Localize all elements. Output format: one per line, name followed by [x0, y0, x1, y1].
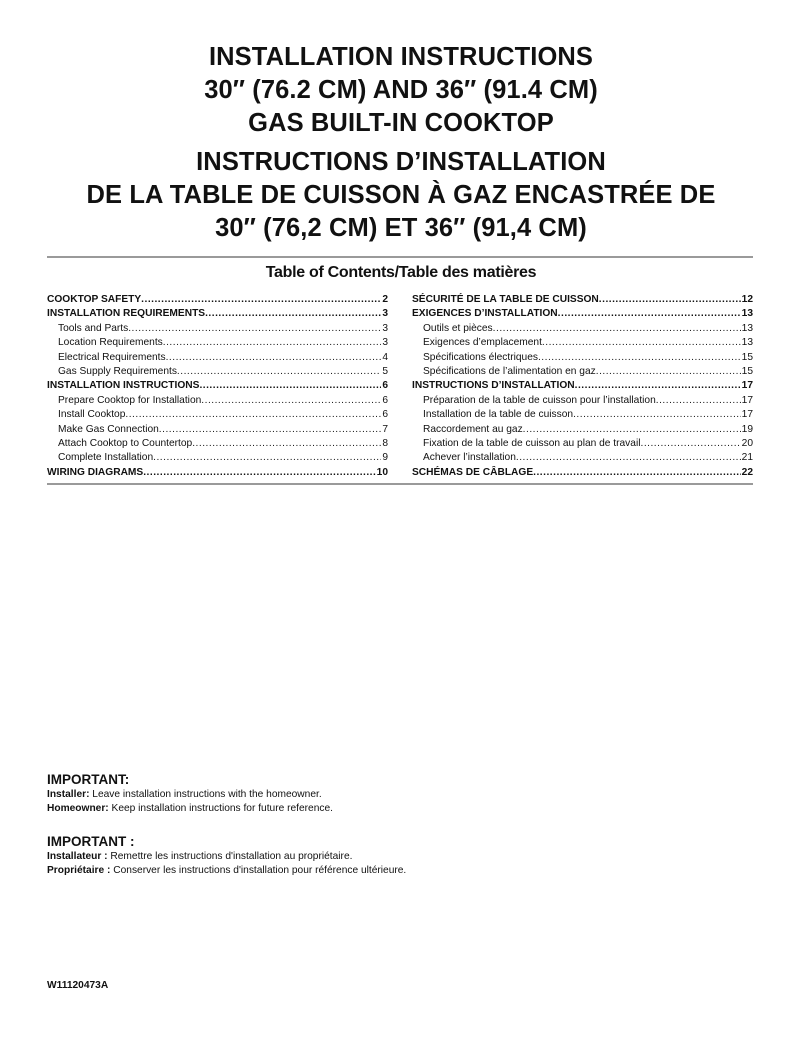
toc-entry — [47, 322, 388, 336]
toc-entry — [412, 394, 753, 408]
important-heading: IMPORTANT : — [47, 834, 135, 849]
toc-leader-dots — [640, 437, 740, 451]
toc-entry-page: 3 — [382, 322, 388, 334]
toc-entry-page: 17 — [741, 380, 753, 392]
toc-entry — [412, 307, 753, 321]
toc-entry-page: 5 — [382, 365, 388, 377]
homeowner-text: Keep installation instructions for future reference. — [108, 803, 333, 814]
toc-entry-page: 6 — [382, 380, 388, 392]
toc-heading: Table of Contents/Table des matières — [265, 264, 537, 281]
toc-entry-title: Install Cooktop — [58, 409, 126, 421]
installer-text: Remettre les instructions d'installation au propriétaire. — [107, 851, 353, 862]
toc-entry-title: EXIGENCES D’INSTALLATION — [412, 308, 558, 320]
toc-entry-page: 17 — [741, 394, 753, 406]
divider-top — [47, 256, 753, 258]
toc-leader-dots — [656, 394, 741, 408]
divider-bottom — [47, 483, 753, 485]
toc-entry — [412, 451, 753, 465]
toc-leader-dots — [516, 451, 741, 465]
toc-entry-title: Spécifications de l’alimentation en gaz — [423, 365, 596, 377]
title-fr-line-2: DE LA TABLE DE CUISSON À GAZ ENCASTRÉE DE — [86, 181, 716, 209]
toc-entry — [412, 365, 753, 379]
title-fr-line-1: INSTRUCTIONS D’INSTALLATION — [196, 148, 606, 176]
toc-entry — [47, 351, 388, 365]
toc-entry — [47, 365, 388, 379]
toc-entry-page: 17 — [741, 409, 753, 421]
toc-entry-page: 3 — [382, 308, 388, 320]
toc-entry-title: Tools and Parts — [58, 322, 129, 334]
toc-entry-title: Spécifications électriques — [423, 351, 538, 363]
title-fr-line-3: 30″ (76,2 CM) ET 36″ (91,4 CM) — [215, 214, 587, 242]
toc-entry — [412, 423, 753, 437]
toc-leader-dots — [599, 293, 741, 307]
toc-leader-dots — [573, 408, 741, 422]
toc-entry — [412, 293, 753, 307]
toc-entry — [47, 336, 388, 350]
toc-entry-title: SCHÉMAS DE CÂBLAGE — [412, 466, 534, 478]
toc-entry-page: 22 — [741, 466, 753, 478]
toc-leader-dots — [153, 451, 381, 465]
toc-entry-page: 12 — [741, 294, 753, 305]
homeowner-note — [47, 802, 747, 816]
toc-entry-page: 2 — [382, 294, 388, 305]
toc-leader-dots — [205, 307, 381, 321]
toc-entry — [47, 423, 388, 437]
toc-entry-page: 13 — [741, 308, 753, 320]
installer-note — [47, 788, 747, 802]
toc-leader-dots — [523, 423, 741, 437]
toc-entry-title: Gas Supply Requirements — [58, 365, 177, 377]
toc-entry-title: Installation de la table de cuisson — [423, 409, 574, 421]
toc-entry-title: Location Requirements — [58, 337, 163, 349]
important-notice-french — [47, 833, 747, 878]
toc-leader-dots — [159, 423, 382, 437]
toc-leader-dots — [177, 365, 381, 379]
toc-entry — [47, 307, 388, 321]
toc-entry-title: WIRING DIAGRAMS — [47, 466, 144, 478]
important-heading: IMPORTANT: — [47, 772, 130, 787]
toc-entry — [47, 437, 388, 451]
toc-entry-page: 6 — [382, 394, 388, 406]
toc-entry — [412, 408, 753, 422]
toc-entry-title: Attach Cooktop to Countertop — [58, 437, 193, 449]
toc-entry-page: 19 — [741, 423, 753, 435]
homeowner-label: Homeowner: — [47, 803, 109, 814]
installer-label: Installateur : — [47, 851, 108, 862]
toc-leader-dots — [201, 394, 381, 408]
toc-entry-page: 9 — [382, 452, 388, 464]
toc-entry — [412, 437, 753, 451]
toc-leader-dots — [125, 408, 381, 422]
installer-label: Installer: — [47, 789, 90, 800]
toc-entry — [47, 451, 388, 465]
toc-entry-title: Fixation de la table de cuisson au plan de travail — [423, 437, 641, 449]
title-french — [0, 146, 802, 245]
toc-leader-dots — [575, 379, 741, 393]
toc-column-french — [412, 293, 753, 480]
toc-column-english — [47, 293, 388, 480]
toc-entry — [412, 466, 753, 480]
toc-entry-title: COOKTOP SAFETY — [47, 294, 142, 305]
toc-entry-title: Electrical Requirements — [58, 351, 166, 363]
toc-entry-page: 6 — [382, 409, 388, 421]
toc-leader-dots — [163, 336, 382, 350]
toc-entry — [47, 466, 388, 480]
toc-entry-title: Prepare Cooktop for Installation — [58, 394, 202, 406]
toc-entry-page: 13 — [741, 322, 753, 334]
toc-entry-title: INSTALLATION REQUIREMENTS — [47, 308, 206, 320]
toc-entry — [412, 336, 753, 350]
toc-entry — [412, 379, 753, 393]
toc-leader-dots — [143, 466, 375, 480]
important-notice-english — [47, 771, 747, 816]
toc-leader-dots — [538, 351, 741, 365]
toc-leader-dots — [542, 336, 741, 350]
toc-entry-title: Préparation de la table de cuisson pour l’installation — [423, 394, 656, 406]
toc-entry-page: 10 — [376, 466, 388, 478]
toc-leader-dots — [166, 351, 382, 365]
toc-entry-title: INSTRUCTIONS D’INSTALLATION — [412, 380, 575, 392]
toc-leader-dots — [128, 322, 381, 336]
toc-entry-page: 21 — [741, 452, 753, 464]
toc-entry-page: 15 — [741, 351, 753, 363]
title-en-line-2: 30″ (76.2 CM) AND 36″ (91.4 CM) — [204, 76, 598, 104]
toc-entry-title: Raccordement au gaz — [423, 423, 523, 435]
toc-entry — [47, 379, 388, 393]
toc-leader-dots — [558, 307, 741, 321]
toc-leader-dots — [141, 293, 381, 307]
toc-entry — [47, 408, 388, 422]
toc-entry — [412, 351, 753, 365]
toc-entry-page: 3 — [382, 337, 388, 349]
homeowner-label: Propriétaire : — [47, 865, 111, 876]
toc-entry-title: Achever l’installation — [423, 452, 516, 464]
toc-entry-title: SÉCURITÉ DE LA TABLE DE CUISSON — [412, 294, 599, 305]
installer-note — [47, 850, 747, 864]
homeowner-text: Conserver les instructions d'installation pour référence ultérieure. — [110, 865, 407, 876]
toc-entry-page: 8 — [382, 437, 388, 449]
toc-entry — [412, 322, 753, 336]
toc-entry-page: 4 — [382, 351, 388, 363]
toc-entry-title: Make Gas Connection — [58, 423, 159, 435]
toc-entry-title: Exigences d’emplacement — [423, 337, 542, 349]
toc-entry — [47, 394, 388, 408]
homeowner-note — [47, 864, 747, 878]
toc-entry-page: 7 — [382, 423, 388, 435]
installer-text: Leave installation instructions with the homeowner. — [89, 789, 322, 800]
toc-entry-page: 13 — [741, 337, 753, 349]
toc-leader-dots — [199, 379, 381, 393]
toc-entry-title: INSTALLATION INSTRUCTIONS — [47, 380, 200, 392]
title-en-line-3: GAS BUILT-IN COOKTOP — [248, 109, 554, 137]
toc-entry-page: 15 — [741, 365, 753, 377]
document-code: W11120473A — [47, 980, 109, 991]
toc-leader-dots — [192, 437, 381, 451]
title-en-line-1: INSTALLATION INSTRUCTIONS — [208, 43, 594, 71]
toc-entry — [47, 293, 388, 307]
toc-leader-dots — [493, 322, 741, 336]
toc-entry-title: Complete Installation — [58, 452, 154, 464]
toc-leader-dots — [596, 365, 741, 379]
toc-entry-page: 20 — [741, 437, 753, 449]
title-english — [0, 41, 802, 140]
toc-leader-dots — [533, 466, 741, 480]
toc-entry-title: Outils et pièces — [423, 322, 493, 334]
